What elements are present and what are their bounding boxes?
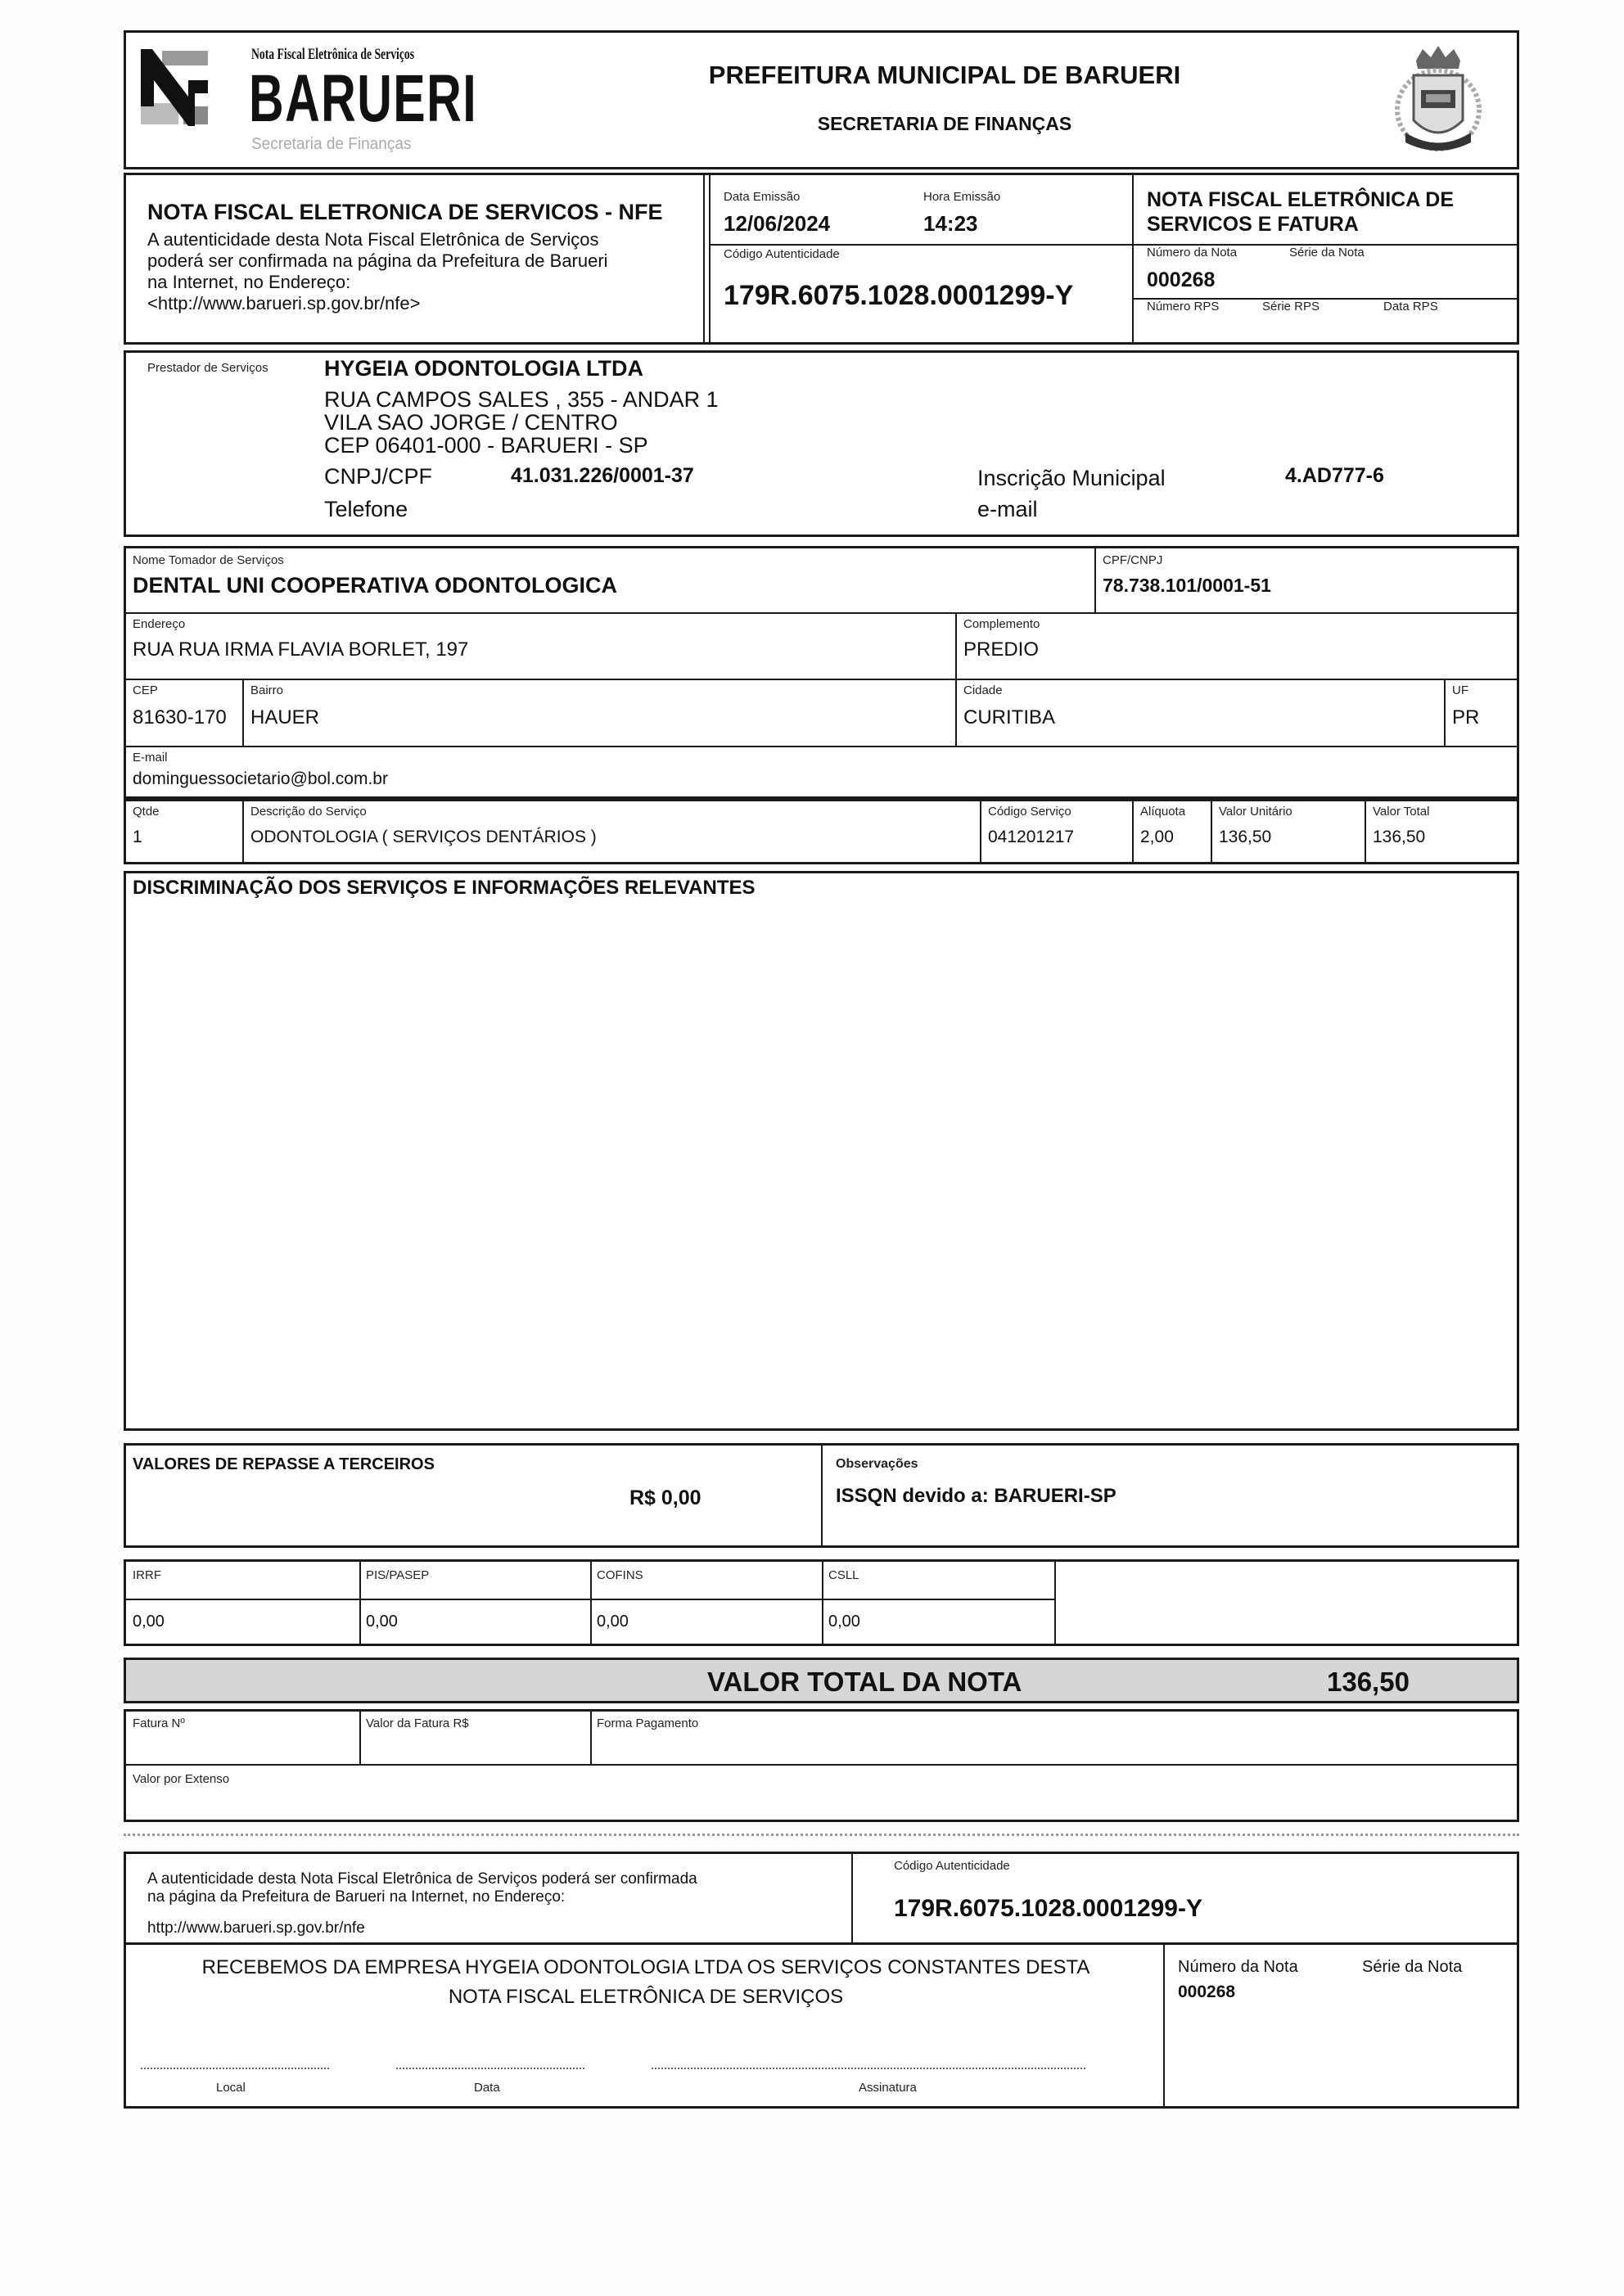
- logo-subtitle: Secretaria de Finanças: [251, 135, 412, 153]
- doc-type-block: [1134, 175, 1517, 246]
- divider: [955, 679, 957, 746]
- prestador-address-line1: RUA CAMPOS SALES , 355 - ANDAR 1: [324, 387, 719, 412]
- cep-label: CEP: [133, 683, 158, 697]
- nfe-title: NOTA FISCAL ELETRONICA DE SERVICOS - NFE: [147, 200, 663, 224]
- hora-emissao: 14:23: [923, 211, 978, 236]
- footer-codigo-label: Código Autenticidade: [894, 1859, 1010, 1873]
- receipt-numero: 000268: [1178, 1982, 1236, 2001]
- item-aliquota: 2,00: [1140, 828, 1174, 846]
- tomador-complemento: PREDIO: [963, 638, 1040, 661]
- emissao-block: [710, 175, 1132, 246]
- receipt-box: [124, 1942, 1519, 2109]
- tomador-row-name: [126, 548, 1517, 614]
- data-label: Data: [474, 2081, 500, 2095]
- repasse-box: [124, 1443, 1519, 1548]
- data-emissao-label: Data Emissão: [724, 190, 801, 204]
- tomador-email-label: E-mail: [133, 751, 168, 765]
- endereco-label: Endereço: [133, 617, 186, 631]
- fatura-box: [124, 1709, 1519, 1822]
- page-subtitle: SECRETARIA DE FINANÇAS: [817, 113, 1072, 134]
- item-descricao: ODONTOLOGIA ( SERVIÇOS DENTÁRIOS ): [250, 828, 597, 846]
- receipt-line1: RECEBEMOS DA EMPRESA HYGEIA ODONTOLOGIA LTDA OS SERVIÇOS CONSTANTES DESTA: [201, 1956, 1090, 1978]
- tomador-email: dominguessocietario@bol.com.br: [133, 769, 388, 788]
- bairro-label: Bairro: [250, 683, 284, 697]
- local-signature-line: [141, 2068, 329, 2069]
- divider: [1444, 679, 1446, 746]
- auth-text-line: A autenticidade desta Nota Fiscal Eletrônica de Serviços: [147, 229, 599, 250]
- divider: [242, 801, 244, 862]
- divider: [1163, 1945, 1165, 2106]
- footer-auth-line1: A autenticidade desta Nota Fiscal Eletrônica de Serviços poderá ser confirmada: [147, 1870, 697, 1888]
- coat-of-arms-icon: [1393, 43, 1483, 157]
- cidade-label: Cidade: [963, 683, 1003, 697]
- tax-value-irrf: 0,00: [133, 1613, 165, 1631]
- telefone-label: Telefone: [324, 497, 408, 521]
- header-box: [124, 30, 1519, 169]
- numero-block: [1134, 244, 1517, 300]
- divider: [821, 1446, 823, 1545]
- tax-label-cofins: COFINS: [597, 1568, 643, 1582]
- discriminacao-title: DISCRIMINAÇÃO DOS SERVIÇOS E INFORMAÇÕES RELEVANTES: [133, 877, 756, 899]
- tomador-cpf: 78.738.101/0001-51: [1103, 575, 1271, 596]
- divider: [359, 1562, 361, 1644]
- prestador-im: 4.AD777-6: [1285, 464, 1384, 487]
- divider: [590, 1562, 592, 1644]
- fatura-valor-label: Valor da Fatura R$: [366, 1716, 469, 1730]
- tax-label-csll: CSLL: [828, 1568, 859, 1582]
- footer-auth-box: [124, 1852, 1519, 1945]
- uf-label: UF: [1452, 683, 1468, 697]
- valor-extenso-label: Valor por Extenso: [133, 1772, 230, 1786]
- tomador-box: [124, 546, 1519, 799]
- numero-nota: 000268: [1147, 268, 1216, 291]
- repasse-title: VALORES DE REPASSE A TERCEIROS: [133, 1455, 435, 1473]
- doc-type-line1: NOTA FISCAL ELETRÔNICA DE: [1147, 188, 1454, 211]
- assinatura-label: Assinatura: [859, 2081, 917, 2095]
- prestador-name: HYGEIA ODONTOLOGIA LTDA: [324, 356, 643, 381]
- items-header: Qtde: [133, 805, 160, 819]
- total-label: VALOR TOTAL DA NOTA: [707, 1667, 1022, 1697]
- footer-auth-url[interactable]: http://www.barueri.sp.gov.br/nfe: [147, 1919, 365, 1937]
- serie-nota-label: Série da Nota: [1289, 246, 1365, 259]
- data-emissao: 12/06/2024: [724, 211, 831, 236]
- tax-label-pis: PIS/PASEP: [366, 1568, 430, 1582]
- item-valor-total: 136,50: [1373, 828, 1426, 846]
- tomador-bairro: HAUER: [250, 706, 320, 728]
- codigo-autenticidade: 179R.6075.1028.0001299-Y: [724, 280, 1074, 311]
- divider: [955, 612, 957, 679]
- logo-city: BARUERI: [249, 61, 478, 136]
- taxes-table: [124, 1559, 1519, 1646]
- serie-rps-label: Série RPS: [1262, 300, 1320, 314]
- prestador-cnpj: 41.031.226/0001-37: [511, 464, 694, 487]
- items-header: Alíquota: [1140, 805, 1186, 819]
- auth-url[interactable]: <http://www.barueri.sp.gov.br/nfe>: [147, 293, 421, 314]
- tax-value-csll: 0,00: [828, 1613, 860, 1631]
- cnpj-label: CNPJ/CPF: [324, 464, 433, 489]
- prestador-address-line3: CEP 06401-000 - BARUERI - SP: [324, 433, 648, 458]
- tomador-cpf-label: CPF/CNPJ: [1103, 553, 1163, 567]
- tax-value-cofins: 0,00: [597, 1613, 629, 1631]
- total-value: 136,50: [1327, 1667, 1410, 1697]
- discriminacao-box: [124, 871, 1519, 1431]
- items-table: [124, 799, 1519, 864]
- data-rps-label: Data RPS: [1383, 300, 1438, 314]
- items-header: Valor Unitário: [1219, 805, 1292, 819]
- hora-emissao-label: Hora Emissão: [923, 190, 1001, 204]
- tomador-row-endereco: [126, 612, 1517, 680]
- fatura-numero-label: Fatura Nº: [133, 1716, 185, 1730]
- receipt-serie-label: Série da Nota: [1362, 1958, 1463, 1976]
- divider: [1094, 548, 1096, 612]
- codigo-label: Código Autenticidade: [724, 247, 840, 261]
- auth-text-line: poderá ser confirmada na página da Prefeitura de Barueri: [147, 250, 608, 271]
- tomador-name-label: Nome Tomador de Serviços: [133, 553, 284, 567]
- complemento-label: Complemento: [963, 617, 1040, 631]
- divider: [822, 1562, 823, 1644]
- items-header: Descrição do Serviço: [250, 805, 367, 819]
- im-label: Inscrição Municipal: [977, 466, 1166, 490]
- forma-pagamento-label: Forma Pagamento: [597, 1716, 699, 1730]
- tomador-cidade: CURITIBA: [963, 706, 1056, 728]
- total-bar: [124, 1658, 1519, 1703]
- divider: [590, 1712, 592, 1764]
- item-qtde: 1: [133, 828, 142, 846]
- footer-auth-line2: na página da Prefeitura de Barueri na Internet, no Endereço:: [147, 1888, 566, 1906]
- numero-rps-label: Número RPS: [1147, 300, 1220, 314]
- tomador-uf: PR: [1452, 706, 1480, 728]
- auth-text-line: na Internet, no Endereço:: [147, 272, 351, 292]
- email-label: e-mail: [977, 497, 1038, 521]
- repasse-value: R$ 0,00: [629, 1486, 701, 1509]
- fatura-row: [126, 1712, 1517, 1766]
- divider: [1132, 801, 1134, 862]
- receipt-line2: NOTA FISCAL ELETRÔNICA DE SERVIÇOS: [448, 1986, 844, 2008]
- observacoes-label: Observações: [836, 1457, 918, 1471]
- receipt-numero-label: Número da Nota: [1178, 1958, 1298, 1976]
- tomador-name: DENTAL UNI COOPERATIVA ODONTOLOGICA: [133, 573, 618, 598]
- nfe-logo-icon: [141, 47, 210, 129]
- nfe-info-box: [124, 173, 1519, 345]
- tomador-cep: 81630-170: [133, 706, 227, 728]
- logo-title: Nota Fiscal Eletrônica de Serviços: [251, 46, 415, 63]
- assinatura-signature-line: [652, 2068, 1085, 2069]
- tax-label-irrf: IRRF: [133, 1568, 161, 1582]
- footer-codigo: 179R.6075.1028.0001299-Y: [894, 1895, 1202, 1922]
- item-codigo: 041201217: [988, 828, 1075, 846]
- items-header: Valor Total: [1373, 805, 1430, 819]
- divider: [1365, 801, 1366, 862]
- prestador-label: Prestador de Serviços: [147, 361, 268, 375]
- page-title: PREFEITURA MUNICIPAL DE BARUERI: [708, 61, 1181, 89]
- divider: [980, 801, 981, 862]
- divider: [359, 1712, 361, 1764]
- doc-type-line2: SERVICOS E FATURA: [1147, 213, 1359, 236]
- tomador-row-cep: [126, 679, 1517, 747]
- observacoes: ISSQN devido a: BARUERI-SP: [836, 1485, 1116, 1507]
- divider: [242, 679, 244, 746]
- prestador-address-line2: VILA SAO JORGE / CENTRO: [324, 410, 618, 435]
- prestador-box: [124, 350, 1519, 537]
- tomador-endereco: RUA RUA IRMA FLAVIA BORLET, 197: [133, 638, 469, 661]
- cut-line-separator: [124, 1834, 1519, 1836]
- item-valor-unitario: 136,50: [1219, 828, 1272, 846]
- taxes-cells: [126, 1562, 1056, 1644]
- tax-value-pis: 0,00: [366, 1613, 398, 1631]
- items-header: Código Serviço: [988, 805, 1071, 819]
- divider: [851, 1854, 853, 1942]
- divider: [703, 175, 705, 342]
- data-signature-line: [396, 2068, 584, 2069]
- divider: [1211, 801, 1212, 862]
- local-label: Local: [216, 2081, 246, 2095]
- numero-nota-label: Número da Nota: [1147, 246, 1238, 259]
